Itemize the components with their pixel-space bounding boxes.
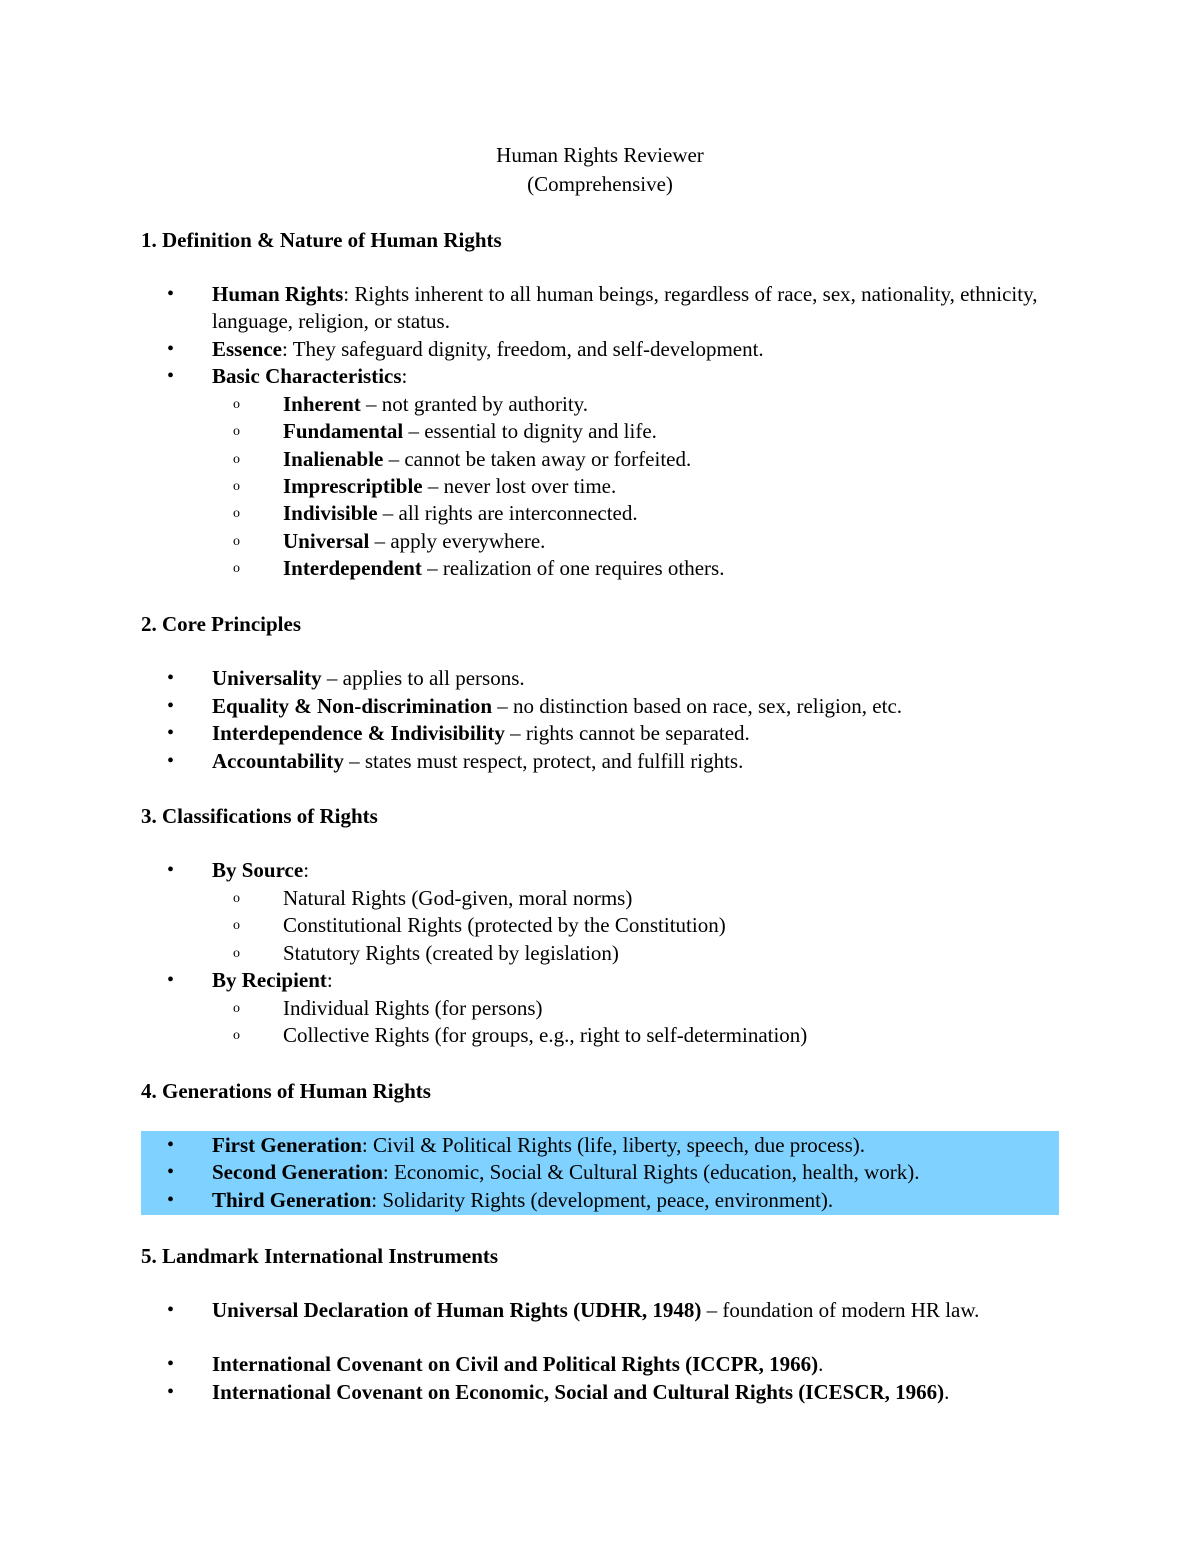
sub-term: Fundamental bbox=[283, 419, 404, 443]
sub-term: Inherent bbox=[283, 392, 361, 416]
sub-list-item bbox=[233, 1022, 808, 1049]
item-text: . bbox=[944, 1380, 950, 1404]
item-term: Accountability bbox=[212, 749, 344, 773]
list-item bbox=[167, 1351, 1062, 1378]
item-text: – applies to all persons. bbox=[321, 666, 525, 690]
item-term: Universality bbox=[212, 666, 322, 690]
sub-list-item bbox=[233, 473, 617, 500]
item-term: Second Generation bbox=[212, 1160, 383, 1184]
item-text: : Economic, Social & Cultural Rights (education, health, work). bbox=[382, 1160, 920, 1184]
sub-list-item bbox=[233, 528, 546, 555]
circle-bullet-icon: o bbox=[233, 946, 240, 961]
circle-bullet-icon: o bbox=[233, 506, 240, 521]
bullet-icon: • bbox=[167, 283, 175, 305]
sub-text: – not granted by authority. bbox=[360, 392, 589, 416]
sub-term: Universal bbox=[283, 529, 370, 553]
sub-text: Constitutional Rights (protected by the Constitution) bbox=[283, 913, 726, 937]
list-item bbox=[167, 748, 1062, 775]
item-text: : They safeguard dignity, freedom, and self-development. bbox=[282, 337, 764, 361]
sub-text: – realization of one requires others. bbox=[421, 556, 725, 580]
circle-bullet-icon: o bbox=[233, 452, 240, 467]
circle-bullet-icon: o bbox=[233, 918, 240, 933]
circle-bullet-icon: o bbox=[233, 891, 240, 906]
item-text: : bbox=[303, 858, 310, 882]
bullet-icon: • bbox=[167, 1189, 175, 1211]
item-text: : Solidarity Rights (development, peace, environment). bbox=[371, 1188, 834, 1212]
sub-term: Inalienable bbox=[283, 447, 384, 471]
sub-list-item bbox=[233, 446, 692, 473]
list-item bbox=[167, 363, 1062, 390]
sub-text: – all rights are interconnected. bbox=[377, 501, 638, 525]
sub-text: – never lost over time. bbox=[422, 474, 617, 498]
item-text: : bbox=[401, 364, 408, 388]
bullet-icon: • bbox=[167, 1381, 175, 1403]
sub-text: Statutory Rights (created by legislation) bbox=[283, 941, 619, 965]
bullet-icon: • bbox=[167, 750, 175, 772]
item-term: By Recipient bbox=[212, 968, 327, 992]
section-2-heading: 2. Core Principles bbox=[141, 612, 302, 636]
circle-bullet-icon: o bbox=[233, 1001, 240, 1016]
item-term: International Covenant on Economic, Social and Cultural Rights (ICESCR, 1966) bbox=[212, 1380, 945, 1404]
bullet-icon: • bbox=[167, 338, 175, 360]
circle-bullet-icon: o bbox=[233, 424, 240, 439]
bullet-icon: • bbox=[167, 969, 175, 991]
list-item bbox=[167, 1297, 1042, 1324]
sub-list-item bbox=[233, 391, 589, 418]
list-item bbox=[167, 336, 1062, 363]
list-item bbox=[167, 857, 1062, 884]
sub-list-item bbox=[233, 418, 657, 445]
list-item bbox=[167, 665, 1062, 692]
sub-list-item bbox=[233, 912, 726, 939]
section-1-heading: 1. Definition & Nature of Human Rights bbox=[141, 228, 502, 252]
item-term: Third Generation bbox=[212, 1188, 372, 1212]
section-4-heading: 4. Generations of Human Rights bbox=[141, 1079, 431, 1103]
sub-term: Indivisible bbox=[283, 501, 378, 525]
circle-bullet-icon: o bbox=[233, 534, 240, 549]
bullet-icon: • bbox=[167, 1161, 175, 1183]
list-item bbox=[167, 1379, 1062, 1406]
bullet-icon: • bbox=[167, 667, 175, 689]
list-item bbox=[167, 693, 1062, 720]
sub-text: Natural Rights (God-given, moral norms) bbox=[283, 886, 633, 910]
item-text: – rights cannot be separated. bbox=[504, 721, 750, 745]
item-text: : Civil & Political Rights (life, liberty, speech, due process). bbox=[361, 1133, 866, 1157]
item-text: – no distinction based on race, sex, religion, etc. bbox=[492, 694, 903, 718]
list-item bbox=[167, 1187, 1062, 1214]
sub-text: Individual Rights (for persons) bbox=[283, 996, 543, 1020]
list-item bbox=[167, 281, 1062, 335]
bullet-icon: • bbox=[167, 365, 175, 387]
sub-text: – apply everywhere. bbox=[369, 529, 546, 553]
list-item bbox=[167, 967, 1062, 994]
circle-bullet-icon: o bbox=[233, 1028, 240, 1043]
sub-list-item bbox=[233, 995, 543, 1022]
bullet-icon: • bbox=[167, 1299, 175, 1321]
sub-text: – cannot be taken away or forfeited. bbox=[383, 447, 692, 471]
item-term: First Generation bbox=[212, 1133, 362, 1157]
item-term: Equality & Non-discrimination bbox=[212, 694, 493, 718]
sub-text: Collective Rights (for groups, e.g., right to self-determination) bbox=[283, 1023, 808, 1047]
sub-term: Interdependent bbox=[283, 556, 422, 580]
item-term: Essence bbox=[212, 337, 282, 361]
item-term: Human Rights bbox=[212, 282, 344, 306]
item-term: International Covenant on Civil and Political Rights (ICCPR, 1966) bbox=[212, 1352, 819, 1376]
circle-bullet-icon: o bbox=[233, 397, 240, 412]
item-term: Basic Characteristics bbox=[212, 364, 402, 388]
item-text: : bbox=[326, 968, 333, 992]
item-term: By Source bbox=[212, 858, 304, 882]
bullet-icon: • bbox=[167, 695, 175, 717]
item-text: – foundation of modern HR law. bbox=[701, 1298, 980, 1322]
bullet-icon: • bbox=[167, 1353, 175, 1375]
document-subtitle: (Comprehensive) bbox=[527, 172, 673, 196]
item-text: . bbox=[818, 1352, 824, 1376]
circle-bullet-icon: o bbox=[233, 561, 240, 576]
document-title: Human Rights Reviewer bbox=[496, 143, 704, 167]
sub-term: Imprescriptible bbox=[283, 474, 423, 498]
section-3-heading: 3. Classifications of Rights bbox=[141, 804, 378, 828]
item-text: – states must respect, protect, and fulfill rights. bbox=[343, 749, 744, 773]
section-5-heading: 5. Landmark International Instruments bbox=[141, 1244, 499, 1268]
list-item bbox=[167, 1159, 1062, 1186]
item-term: Interdependence & Indivisibility bbox=[212, 721, 505, 745]
item-term: Universal Declaration of Human Rights (UDHR, 1948) bbox=[212, 1298, 702, 1322]
sub-text: – essential to dignity and life. bbox=[403, 419, 657, 443]
bullet-icon: • bbox=[167, 722, 175, 744]
sub-list-item bbox=[233, 500, 638, 527]
sub-list-item bbox=[233, 885, 633, 912]
sub-list-item bbox=[233, 940, 619, 967]
item-text: : Rights inherent to all human beings, regardless of race, sex, nationality, ethnicity, language, religion, or status. bbox=[212, 282, 1038, 333]
sub-list-item bbox=[233, 555, 725, 582]
circle-bullet-icon: o bbox=[233, 479, 240, 494]
list-item bbox=[167, 1132, 1062, 1159]
list-item bbox=[167, 720, 1062, 747]
bullet-icon: • bbox=[167, 1134, 175, 1156]
bullet-icon: • bbox=[167, 859, 175, 881]
